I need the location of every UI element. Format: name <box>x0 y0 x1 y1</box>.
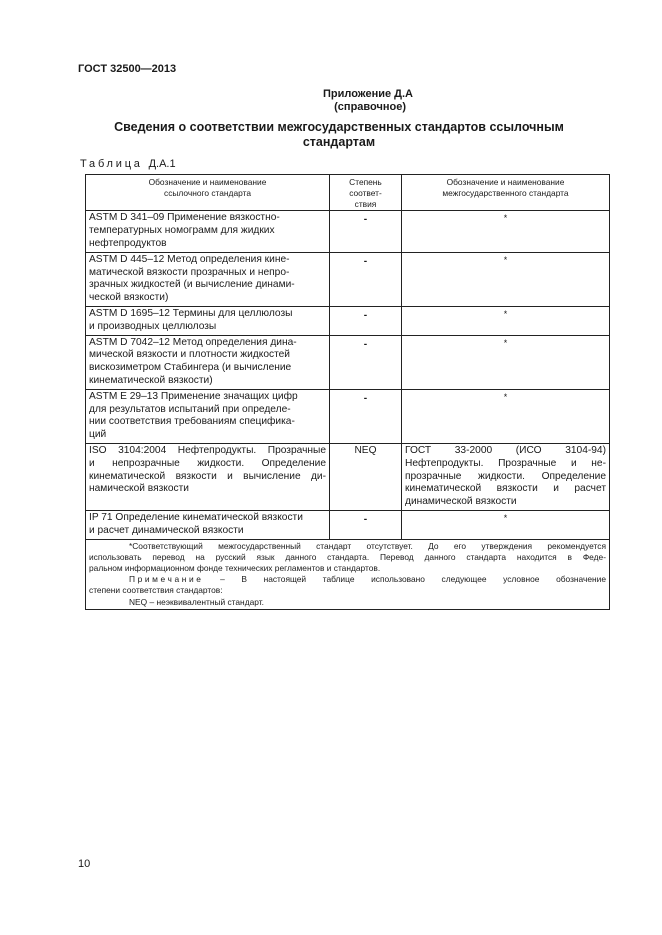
interstate-standard-cell: * <box>402 510 610 539</box>
note-line: степени соответствия стандартов: <box>89 585 223 596</box>
interstate-standard-cell: * <box>402 211 610 252</box>
standards-table <box>85 174 610 610</box>
interstate-standard-cell: * <box>402 389 610 443</box>
note-legend: NEQ – неэквивалентный стандарт. <box>129 596 264 607</box>
degree-cell: NEQ <box>330 443 402 510</box>
table-caption <box>80 158 176 170</box>
table-header-row <box>86 175 610 211</box>
header-degree: Степень соответ- ствия <box>330 175 402 211</box>
appendix-title: Приложение Д.А <box>323 88 413 100</box>
page-number: 10 <box>78 858 91 870</box>
interstate-standard-cell: * <box>402 306 610 335</box>
table-row <box>86 335 610 389</box>
degree-cell: - <box>330 211 402 252</box>
ref-standard-cell: ASTM D 7042–12 Метод определения дина- мической вязкости и плотности жидкостей вискозиметром Стабингера (и вычисление кинематической вязкости) <box>86 335 330 389</box>
table-row <box>86 389 610 443</box>
footnote-line: использовать перевод на русский язык данного стандарта. Перевод данного стандарта находится в Феде- <box>89 551 606 562</box>
table-row <box>86 252 610 306</box>
table-row <box>86 510 610 539</box>
degree-cell: - <box>330 389 402 443</box>
footnote-line: *Соответствующий межгосударственный стандарт отсутствует. До его утверждения рекомендуется <box>129 540 606 551</box>
table-row <box>86 211 610 252</box>
table-caption-word: Таблица <box>80 158 143 170</box>
footnote-row <box>86 539 610 609</box>
degree-cell: - <box>330 510 402 539</box>
document-id: ГОСТ 32500—2013 <box>78 63 177 75</box>
section-title: Сведения о соответствии межгосударственных стандартов ссылочным стандартам <box>114 120 564 149</box>
header-ref-standard: Обозначение и наименование ссылочного стандарта <box>86 175 330 211</box>
appendix-subtitle: (справочное) <box>334 101 406 113</box>
interstate-standard-cell: * <box>402 252 610 306</box>
table-caption-number: Д.А.1 <box>148 158 176 170</box>
footnote-cell <box>86 539 610 609</box>
ref-standard-cell: ASTM D 445–12 Метод определения кине- матической вязкости прозрачных и непро- зрачных жидкостей (и вычисление динами- ческой вязкости) <box>86 252 330 306</box>
interstate-standard-cell: * <box>402 335 610 389</box>
ref-standard-cell: ISO 3104:2004 Нефтепродукты. Прозрачные и непрозрачные жидкости. Определение кинематической вязкости и вычисление ди- намической вязкости <box>86 443 330 510</box>
interstate-standard-cell: ГОСТ 33-2000 (ИСО 3104-94) Нефтепродукты. Прозрачные и не- прозрачные жидкости. Определение кинематической вязкости и расчет динамической вязкости <box>402 443 610 510</box>
footnote-line: ральном информационном фонде технических регламентов и стандартов. <box>89 562 381 573</box>
degree-cell: - <box>330 252 402 306</box>
ref-standard-cell: IP 71 Определение кинематической вязкости и расчет динамической вязкости <box>86 510 330 539</box>
ref-standard-cell: ASTM E 29–13 Применение значащих цифр для результатов испытаний при определе- нии соответствия требованиям специфика- ций <box>86 389 330 443</box>
degree-cell: - <box>330 306 402 335</box>
note-line: Примечание – В настоящей таблице использовано следующее условное обозначение <box>129 574 607 585</box>
table-row <box>86 443 610 510</box>
note-word: Примечание <box>129 574 204 585</box>
header-interstate-standard: Обозначение и наименование межгосударственного стандарта <box>402 175 610 211</box>
ref-standard-cell: ASTM D 1695–12 Термины для целлюлозы и производных целлюлозы <box>86 306 330 335</box>
degree-cell: - <box>330 335 402 389</box>
ref-standard-cell: ASTM D 341–09 Применение вязкостно- температурных номограмм для жидких нефтепродуктов <box>86 211 330 252</box>
table-row <box>86 306 610 335</box>
